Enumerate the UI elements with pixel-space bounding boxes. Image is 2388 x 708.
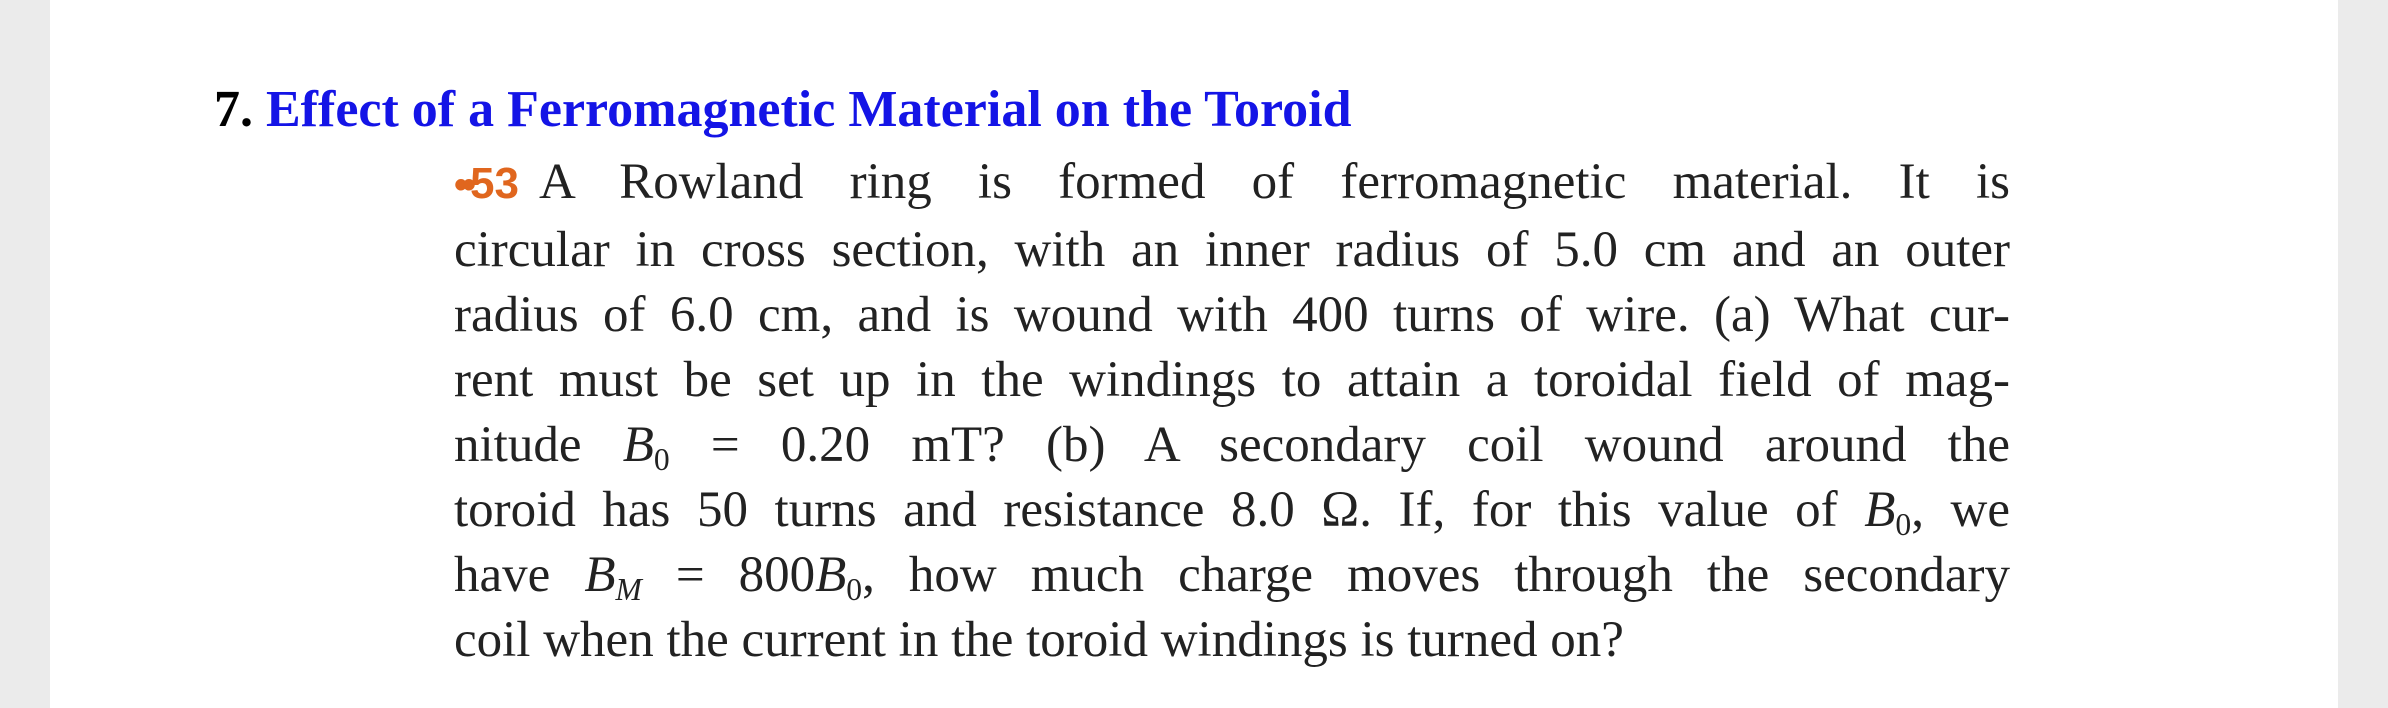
problem-text: A Rowland ring is formed of ferromagnetic material. It is [538,154,2010,210]
page [50,0,2338,708]
section-title: Effect of a Ferromagnetic Material on the Toroid [266,81,1352,138]
problem-number: 53 [470,159,519,208]
problem-line-3: radius of 6.0 cm, and is wound with 400 turns of wire. (a) What cur- [454,287,2010,343]
problem-line-4: rent must be set up in the windings to attain a toroidal field of mag- [454,352,2010,408]
problem-marker [454,159,519,208]
problem-line-5: nitude $B_0 = 0.20$ mT? (b) A secondary coil wound around the [454,417,2010,477]
problem-line-8: coil when the current in the toroid windings is turned on? [454,612,1624,668]
problem-line-6: toroid has 50 turns and resistance 8.0 Ω. If, for this value of $B_0$, we [454,482,2010,542]
difficulty-dots: •• [454,163,471,207]
section-heading [214,72,1352,148]
section-number: 7. [214,81,253,138]
problem-line-2: circular in cross section, with an inner radius of 5.0 cm and an outer [454,222,2010,278]
problem-line-7: have $B_M = 800B_0$, how much charge moves through the secondary [454,547,2011,607]
problem-53 [454,150,2010,673]
problem-line-1 [454,150,2010,218]
